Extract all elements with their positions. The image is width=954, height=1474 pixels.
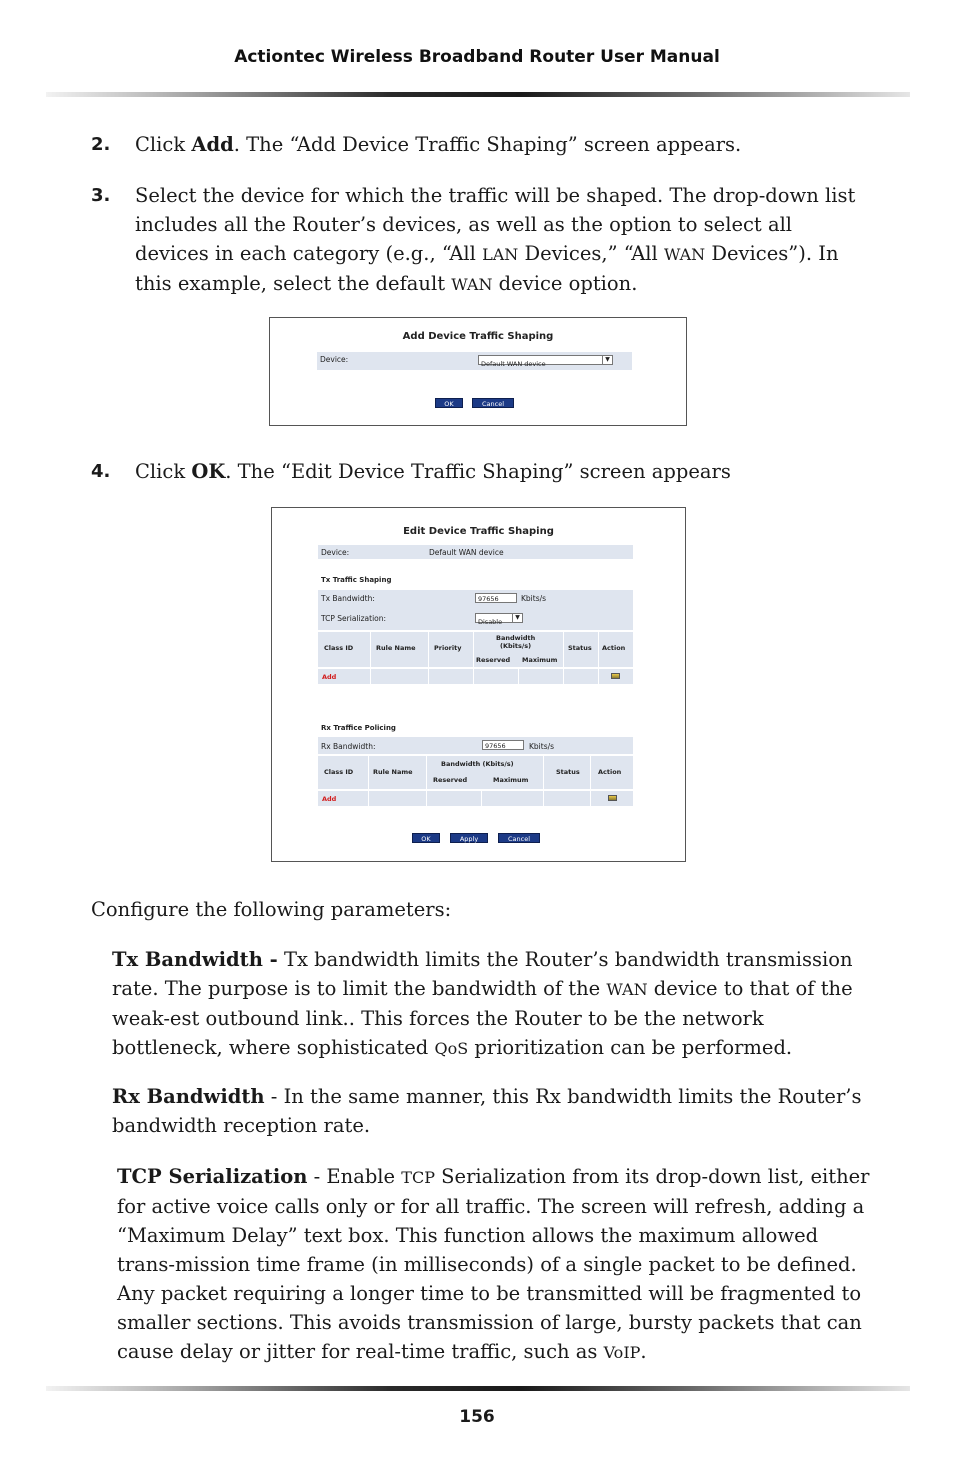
tx-bandwidth-input[interactable]: 97656 (475, 593, 517, 603)
step-number: 2. (91, 134, 111, 155)
rx-bandwidth-input[interactable]: 97656 (482, 740, 524, 750)
rx-table-header: Class ID Rule Name Bandwidth (Kbits/s) Reserved Maximum Status Action (318, 756, 633, 789)
screen-title: Add Device Traffic Shaping (402, 331, 554, 342)
param-tx-bandwidth: Tx Bandwidth - Tx bandwidth limits the Router’s bandwidth transmission rate. The purpose is to limit the bandwidth of the WAN device to that of the weak-est outbound link.. This forces the Router to be the network bottleneck, where sophisticated QoS prioritization can be performed. (112, 948, 853, 1059)
footer-divider (46, 1386, 910, 1391)
tx-add-link[interactable]: Add (322, 673, 337, 681)
manual-title: Actiontec Wireless Broadband Router User Manual (234, 47, 720, 67)
device-row: Device: Default WAN device (318, 545, 633, 559)
device-select[interactable]: Default WAN device ▼ (478, 355, 613, 365)
rx-section-title: Rx Traffice Policing (321, 724, 396, 732)
step-2: 2. Click Add. The “Add Device Traffic Shaping” screen appears. (91, 130, 871, 159)
screen-title: Edit Device Traffic Shaping (403, 526, 554, 537)
edit-icon[interactable] (611, 673, 620, 679)
ok-button[interactable]: OK (412, 833, 440, 843)
apply-button[interactable]: Apply (450, 833, 488, 843)
edit-device-screenshot (271, 507, 686, 862)
param-rx-bandwidth: Rx Bandwidth - In the same manner, this Rx bandwidth limits the Router’s bandwidth reception rate. (112, 1085, 862, 1137)
tx-settings: Tx Bandwidth: 97656 Kbits/s TCP Serialization: Disable ▼ (318, 590, 633, 630)
rx-settings: Rx Bandwidth: 97656 Kbits/s (318, 737, 633, 754)
tx-section-title: Tx Traffic Shaping (321, 576, 392, 584)
device-row: Device: Default WAN device ▼ (317, 352, 632, 370)
page-number: 156 (459, 1407, 495, 1427)
cancel-button[interactable]: Cancel (472, 398, 514, 408)
cancel-button[interactable]: Cancel (498, 833, 540, 843)
param-tcp-serialization: TCP Serialization - Enable TCP Serialization from its drop-down list, either for active voice calls only or for all traffic. The screen will refresh, adding a “Maximum Delay” text box. This function allows the maximum allowed trans-mission time frame (in milliseconds) of a single packet to be defined. Any packet requiring a longer time to be transmitted will be fragmented to smaller sections. This avoids transmission of large, bursty packets that can cause delay or jitter for real-time traffic, such as VoIP. (117, 1165, 870, 1363)
step-number: 4. (91, 461, 111, 482)
configure-intro: Configure the following parameters: (91, 898, 452, 921)
tcp-serialization-select[interactable]: Disable ▼ (475, 613, 523, 623)
tx-add-row (318, 669, 633, 684)
step-number: 3. (91, 185, 111, 206)
header-divider (46, 92, 910, 97)
add-device-screenshot (269, 317, 687, 426)
chevron-down-icon: ▼ (602, 356, 612, 364)
rx-add-row (318, 791, 633, 806)
rx-add-link[interactable]: Add (322, 795, 337, 803)
step-3: 3. Select the device for which the traffic will be shaped. The drop-down list includes all the Router’s devices, as well as the option to select all devices in each category (e.g., “All LAN Devices,” “All WAN Devices”). In this example, select the default WAN device option. (91, 181, 871, 299)
chevron-down-icon: ▼ (512, 614, 522, 622)
step-4: 4. Click OK. The “Edit Device Traffic Shaping” screen appears (91, 457, 871, 486)
ok-button[interactable]: OK (435, 398, 463, 408)
edit-icon[interactable] (608, 795, 617, 801)
tx-table-header: Class ID Rule Name Priority Bandwidth (Kbits/s) Reserved Maximum Status Action (318, 632, 633, 667)
